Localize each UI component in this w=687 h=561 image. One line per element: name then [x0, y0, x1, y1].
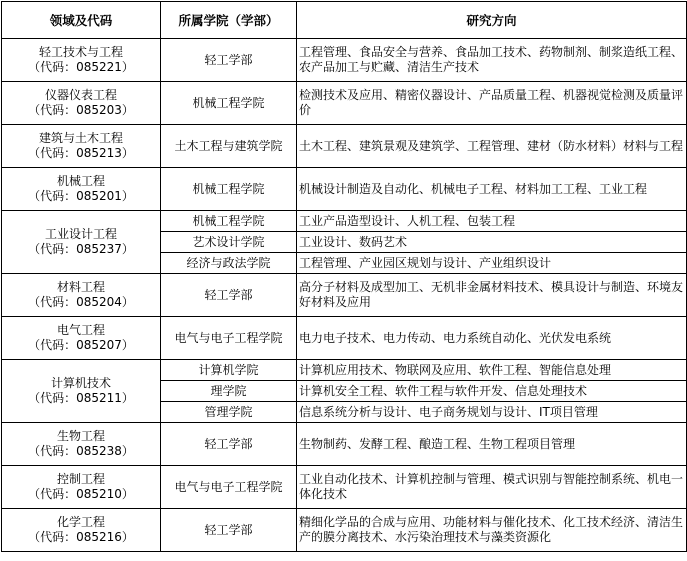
field-code: （代码：085201）	[28, 189, 134, 203]
school-cell: 经济与政法学院	[161, 253, 297, 274]
header-field-code: 领域及代码	[2, 2, 161, 39]
field-cell	[2, 360, 161, 423]
direction-cell: 计算机安全工程、软件工程与软件开发、信息处理技术	[297, 381, 687, 402]
field-cell	[2, 509, 161, 552]
table-row	[2, 125, 687, 168]
table-row	[2, 466, 687, 509]
field-cell	[2, 82, 161, 125]
field-name: 计算机技术	[50, 376, 111, 390]
field-cell	[2, 39, 161, 82]
field-code: （代码：085210）	[28, 487, 134, 501]
table-row	[2, 39, 687, 82]
school-cell: 电气与电子工程学院	[161, 317, 297, 360]
direction-cell: 工程管理、食品安全与营养、食品加工技术、药物制剂、制浆造纸工程、农产品加工与贮藏、清洁生产技术	[297, 39, 687, 82]
field-name: 生物工程	[56, 429, 105, 443]
field-name: 电气工程	[56, 323, 105, 337]
direction-cell: 检测技术及应用、精密仪器设计、产品质量工程、机器视觉检测及质量评价	[297, 82, 687, 125]
direction-cell: 精细化学品的合成与应用、功能材料与催化技术、化工技术经济、清洁生产的膜分离技术、水污染治理技术与藻类资源化	[297, 509, 687, 552]
direction-cell: 生物制药、发酵工程、酿造工程、生物工程项目管理	[297, 423, 687, 466]
field-cell	[2, 125, 161, 168]
field-cell	[2, 211, 161, 274]
direction-cell: 土木工程、建筑景观及建筑学、工程管理、建材（防水材料）材料与工程	[297, 125, 687, 168]
table-row	[2, 360, 687, 381]
direction-cell: 计算机应用技术、物联网及应用、软件工程、智能信息处理	[297, 360, 687, 381]
school-cell: 机械工程学院	[161, 82, 297, 125]
program-table	[1, 1, 687, 552]
header-direction: 研究方向	[297, 2, 687, 39]
school-cell: 轻工学部	[161, 509, 297, 552]
school-cell: 土木工程与建筑学院	[161, 125, 297, 168]
field-code: （代码：085207）	[28, 338, 134, 352]
direction-cell: 信息系统分析与设计、电子商务规划与设计、IT项目管理	[297, 402, 687, 423]
field-name: 机械工程	[56, 174, 105, 188]
header-school: 所属学院（学部）	[161, 2, 297, 39]
field-code: （代码：085216）	[28, 530, 134, 544]
school-cell: 理学院	[161, 381, 297, 402]
field-code: （代码：085203）	[28, 103, 134, 117]
field-code: （代码：085238）	[28, 444, 134, 458]
field-code: （代码：085211）	[28, 391, 134, 405]
table-row	[2, 423, 687, 466]
field-cell	[2, 466, 161, 509]
school-cell: 机械工程学院	[161, 168, 297, 211]
school-cell: 轻工学部	[161, 39, 297, 82]
table-row	[2, 274, 687, 317]
table-row	[2, 317, 687, 360]
school-cell: 艺术设计学院	[161, 232, 297, 253]
school-cell: 轻工学部	[161, 423, 297, 466]
school-cell: 轻工学部	[161, 274, 297, 317]
field-name: 仪器仪表工程	[44, 88, 117, 102]
direction-cell: 高分子材料及成型加工、无机非金属材料技术、模具设计与制造、环境友好材料及应用	[297, 274, 687, 317]
table-row	[2, 82, 687, 125]
direction-cell: 工业设计、数码艺术	[297, 232, 687, 253]
field-cell	[2, 168, 161, 211]
table-row	[2, 211, 687, 232]
field-cell	[2, 317, 161, 360]
school-cell: 电气与电子工程学院	[161, 466, 297, 509]
field-code: （代码：085204）	[28, 295, 134, 309]
school-cell: 机械工程学院	[161, 211, 297, 232]
field-code: （代码：085213）	[28, 146, 134, 160]
direction-cell: 工业产品造型设计、人机工程、包装工程	[297, 211, 687, 232]
school-cell: 计算机学院	[161, 360, 297, 381]
field-name: 控制工程	[56, 472, 105, 486]
direction-cell: 工业自动化技术、计算机控制与管理、模式识别与智能控制系统、机电一体化技术	[297, 466, 687, 509]
header-row	[2, 2, 687, 39]
field-cell	[2, 423, 161, 466]
field-name: 建筑与土木工程	[38, 131, 123, 145]
field-code: （代码：085221）	[28, 60, 134, 74]
direction-cell: 机械设计制造及自动化、机械电子工程、材料加工工程、工业工程	[297, 168, 687, 211]
direction-cell: 工程管理、产业园区规划与设计、产业组织设计	[297, 253, 687, 274]
field-name: 轻工技术与工程	[38, 45, 123, 59]
field-name: 工业设计工程	[44, 227, 117, 241]
field-name: 材料工程	[56, 280, 105, 294]
field-cell	[2, 274, 161, 317]
table-row	[2, 168, 687, 211]
table-row	[2, 509, 687, 552]
direction-cell: 电力电子技术、电力传动、电力系统自动化、光伏发电系统	[297, 317, 687, 360]
school-cell: 管理学院	[161, 402, 297, 423]
field-code: （代码：085237）	[28, 242, 134, 256]
field-name: 化学工程	[56, 515, 105, 529]
